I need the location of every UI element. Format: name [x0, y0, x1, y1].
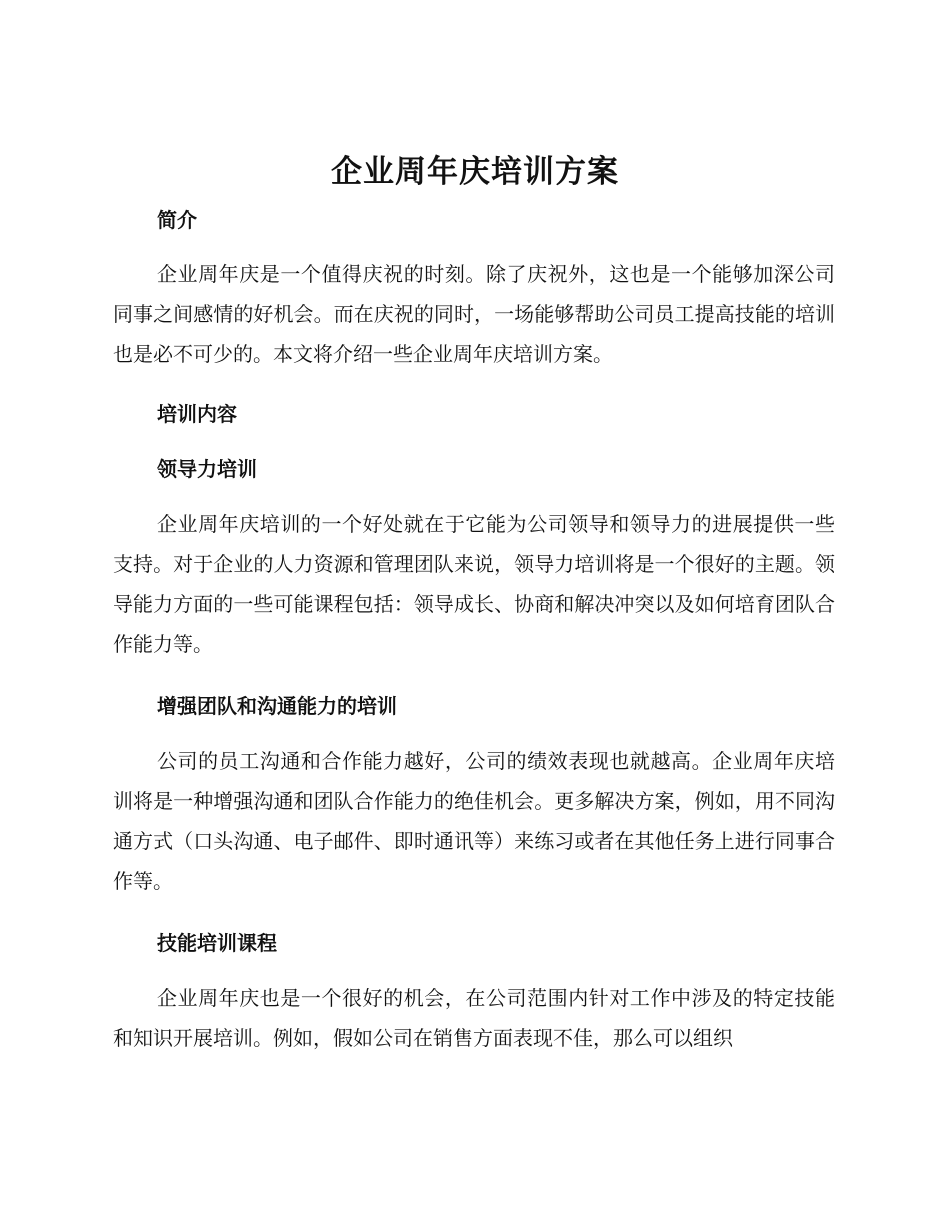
section-paragraph-leadership: 企业周年庆培训的一个好处就在于它能为公司领导和领导力的进展提供一些支持。对于企业的人力资源和管理团队来说，领导力培训将是一个很好的主题。领导能力方面的一些可能课程包括：领导成长、协商和解决冲突以及如何培育团队合作能力等。	[113, 512, 835, 656]
section-heading-training-content: 培训内容	[157, 402, 237, 426]
section-paragraph-skills: 企业周年庆也是一个很好的机会，在公司范围内针对工作中涉及的特定技能和知识开展培训。例如，假如公司在销售方面表现不佳，那么可以组织	[113, 986, 835, 1050]
section-heading-teamwork: 增强团队和沟通能力的培训	[157, 694, 397, 718]
section-heading-leadership: 领导力培训	[157, 457, 257, 481]
section-paragraph-teamwork: 公司的员工沟通和合作能力越好，公司的绩效表现也就越高。企业周年庆培训将是一种增强沟通和团队合作能力的绝佳机会。更多解决方案，例如，用不同沟通方式（口头沟通、电子邮件、即时通讯等）来练习或者在其他任务上进行同事合作等。	[113, 749, 835, 893]
document-title: 企业周年庆培训方案	[331, 154, 619, 190]
section-heading-skills: 技能培训课程	[157, 931, 277, 955]
section-paragraph-intro: 企业周年庆是一个值得庆祝的时刻。除了庆祝外，这也是一个能够加深公司同事之间感情的好机会。而在庆祝的同时，一场能够帮助公司员工提高技能的培训也是必不可少的。本文将介绍一些企业周年庆培训方案。	[113, 262, 835, 366]
section-heading-intro: 简介	[157, 208, 197, 232]
